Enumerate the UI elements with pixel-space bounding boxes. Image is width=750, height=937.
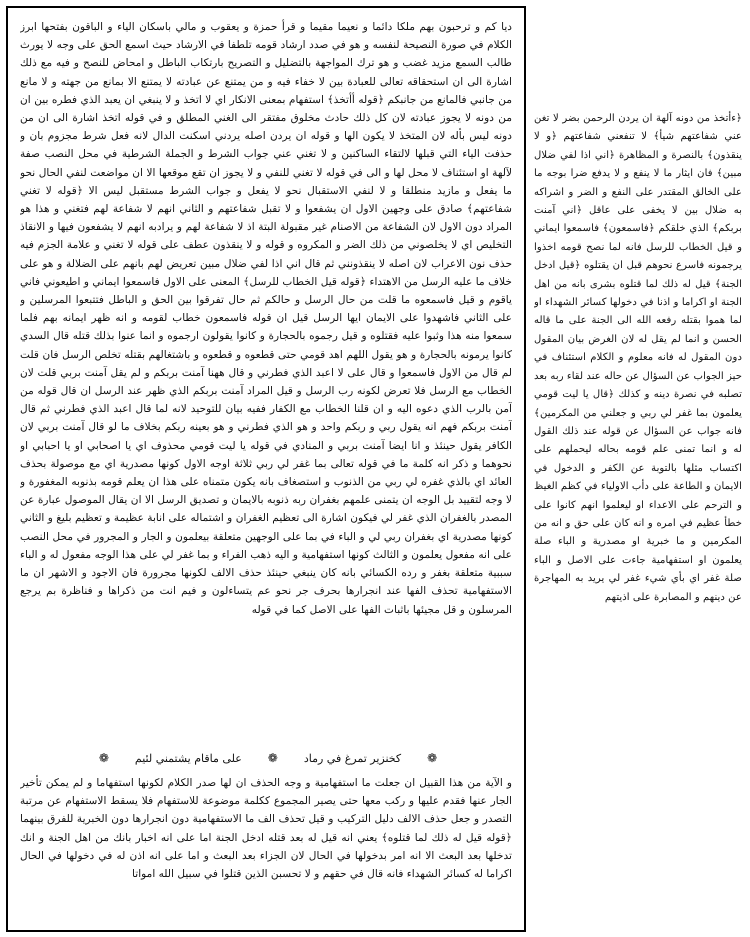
commentary-frame — [6, 6, 526, 932]
margin-gloss — [534, 110, 742, 800]
verse-ornament-icon: ❁ — [267, 751, 278, 765]
verse-ornament-icon: ❁ — [98, 751, 109, 765]
commentary-paragraph: ديا كم و ترحبون بهم ملكا دائما و نعيما مقيما و قرأ حمزة و يعقوب و مالي باسكان الياء و الباقون بفتحها ابرز الكلام في صورة النصيحة لنفسه و هو في صدد ارشاد قومه تلطفا في الارشاد حيث اسمع الحق على وجه لا يورث طالب السمع مزيد غضب و هو ترك المواجهة بالتضليل و التصريح بارتكاب الباطل و امحاض للنصح و فيه مع ذلك اشارة الى ان استحقاقه تعالى للعبادة بين لا خفاء فيه و من يمتنع عن عبادته لا يمتنع الا بمانع من جهته و لا مانع من جانبي فالمانع من جانبكم ﴿قوله أأتخذ﴾ استفهام بمعنى الانكار اي لا اتخذ و لا ينبغي ان يعبد الذي فطره بين ان من دونه لا يجوز عبادته لان كل ذلك حادث مخلوق مفتقر الى الغني المطلق و في قوله اتخذ اشارة الى ان من دونه ليس بأله لان المتخذ لا يكون الها و قوله ان يردن اصله يردني اسكنت الدال لانه فعل شرط مجزوم بان و حذفت الياء التي قبلها لالتقاء الساكنين و لا تغني عني جواب الشرط و الجملة الشرطية في محل النصب صفة لآلهة او استئناف لا محل لها و الى في قوله لا تغني للنفي و لا يجوز ان تقع موقعها الا ان مواضعت لنفي الحال نحو ما يفعل و مازيد منطلقا و لا لنفي الاستقبال نحو لا يفعل و جواب الشرط مستقبل ليس الا ﴿قوله لا تغني شفاعتهم﴾ صادق على وجهين الاول ان يشفعوا و لا تقبل شفاعتهم و الثاني انهم لا شفاعة لهم فتغني و هذا هو المراد دون الاول لان الشفاعة من الاصنام غير مقبولة البتة اذ لا شفاعة لهم و يرادبه انهم لا يشفعون فيها و الانقاذ التخليص اي لا يخلصوني من ذلك الضر و المكروه و قوله و لا ينقذون عطف على قوله لا تغني و علامة الجزم فيه حذف نون الاعراب لان اصله لا ينقذونني ثم قال اني اذا لفي ضلال مبين تعريض لهم بانهم على الضلالة و هو على خلاف ما عليه الرسل من الاهتداء ﴿قوله قيل الخطاب للرسل﴾ المعنى على الاول فاسمعوا ايماني و اطيعوني فاني ياقوم و قيل فاسمعوه ما قلت من حال الرسل و حالكم ثم حال تفرقوا بين الحق و الباطل فتتبعوا المرسلين و على الثاني فاشهدوا على الايمان ايها الرسل قيل ان قوله فاسمعون خطاب لقومه و انه ظهر ايمانه بهم فلما سمعوا منه هذا وثبوا عليه فقتلوه و قيل رجموه بالحجارة و كانوا يقولون ارجموه و انما عنوا بذلك قتله قال السدي كانوا يرمونه بالحجارة و هو يقول اللهم اهد قومي حتى قطعوه و قطعوه و باشتغالهم بقتله تخلص الرسل فان قلت لم قال من الاول فاسمعوا و قال على لا اعبد الذي فطرني و قال ههنا آمنت بربكم و لم يقل آمنت بربي قلت لان الخطاب مع الرسل فلا تعرض لكونه رب الرسل و قيل المراد آمنت بربكم الذي ظهر عند الرسل ان قال قوله من آمن بالرب الذي دعوه اليه و ان قلنا الخطاب مع الكفار ففيه بيان للتوحيد لانه لما قال اعبد الذي فطرني ثم قال آمنت بربكم فهم انه يقول ربي و ربكم واحد و هو الذي فطرني و هو بعينه ربكم بخلاف ما لو قال آمنت بربي لان الكافر يقول حينئذ و انا ايضا آمنت بربي و المنادي في قوله يا ليت قومي محذوف اي يا اصحابي او يا احبابي او نحوهما و ذكر انه كلمة ما في قوله تعالى بما غفر لي ربي ثلاثة اوجه الاول كونها مصدرية اي مع موصولة بحذف العائد اي بالذي غفره لي ربي من الذنوب و استصغاف بانه يكون متمناه على هذا ان يعلم قومه بذنوبه المغفورة و لا وجه لتقييد بل الوجه ان يتمنى علمهم بغفران ربه ذنوبه بالايمان و تصديق الرسل الا ان يقال الموصول عبارة عن المصدر بالغفران الذي غفر لي فيكون اشارة الى تعظيم الغفران و اشتماله على انابة عظيمة و تعظيم بليغ و الثاني كونها مصدرية اي بغفران ربي لي و الباء في بما على الوجهين متعلقة بيعلمون و الجار و المجرور في محل النصب على انه مفعول يعلمون و الثالث كونها استفهامية و اليه ذهب الفراء و بما غفر لي على هذا الوجه مفعول له و الباء سببية متعلقة بغفر و رده الكسائي بانه كان ينبغي حينئذ حذف الالف لكونها مجرورة فان الاجود و الاشهر ان ما الاستفهامية تحذف الفها عند انجرارها بحرف جر نحو عم يتساءلون و فيم انت من ذكراها و فناظرة بم يرجع المرسلون و قل مجيئها باثبات الفها على الاصل كما في قوله — [20, 21, 512, 616]
verse-ornament-icon: ❁ — [427, 751, 438, 765]
commentary-paragraph: و الآية من هذا القبيل ان جعلت ما استفهامية و وجه الحذف ان لها صدر الكلام لكونها استفهاما و لم يمكن تأخير الجار عنها فقدم عليها و ركب معها حتى يصير المجموع ككلمة موضوعة للاستفهام فلا يسقط الاستفهام عن مرتبة التصدر و جعل حذف الالف دليل التركيب و قيل تحذف الف ما الاستفهامية دون انجرارها دون الخبرية للفرق بينهما ﴿قوله قيل له ذلك لما قتلوه﴾ يعني انه قيل له بعد قتله ادخل الجنة اما على انه اخبار بانك من اهل الجنة و انك تدخلها بعد البعث الا انه امر بدخولها في الحال لان الجزاء بعد البعث و اما على انه اذن له في دخولها في الحال اكراما له كسائر الشهداء فانه قال في حقهم و لا تحسبن الذين قتلوا في سبيل الله امواتا — [20, 777, 512, 881]
verse-left-hemistich: على ماقام يشتمني لئيم — [134, 751, 242, 765]
margin-gloss-text: ﴿ءأتخذ من دونه آلهة ان يردن الرحمن بضر لا تغن عني شفاعتهم شيأ﴾ لا تنفعني شفاعتهم ﴿و لا ينقذون﴾ بالنصرة و المظاهرة ﴿اني اذا لفي ضلال مبين﴾ فان ايثار ما لا ينفع و لا يدفع ضرا بوجه ما على الخالق المقتدر على النفع و الضر و اشراكه به ضلال بين لا يخفى على عاقل ﴿اني آمنت بربكم﴾ الذي خلقكم ﴿فاسمعون﴾ فاسمعوا ايماني و قيل الخطاب للرسل فانه لما نصح قومه اخذوا يرجمونه فاسرع نحوهم قبل ان يقتلوه ﴿قيل ادخل الجنة﴾ قيل له ذلك لما قتلوه بشرى بانه من اهل الجنة او اكراما و اذنا في دخولها كسائر الشهداء او لما هموا بقتله رفعه الله الى الجنة على ما قاله الحسن و انما لم يقل له لان الغرض بيان المقول دون المقول له فانه معلوم و الكلام استئناف في حيز الجواب عن السؤال عن حاله عند لقاء ربه بعد تصلبه في نصرة دينه و كذلك ﴿قال يا ليت قومي يعلمون بما غفر لي ربي و جعلني من المكرمين﴾ فانه جواب عن السؤال عن قوله عند ذلك القول له و انما تمنى علم قومه بحاله ليحملهم على اكتساب مثلها بالتوبة عن الكفر و الدخول في الايمان و الطاعة على دأب الاولياء في كظم الغيظ و الترحم على الاعداء او ليعلموا انهم كانوا على خطأ عظيم في امره و انه كان على حق و انه من المكرمين و ما خبرية او مصدرية و الباء صلة يعلمون او استفهامية جاءت على الاصل و الباء صلة غفر اي بأي شيء غفر لي يريد به المهاجرة عن دينهم و المصابرة على اذيتهم — [534, 113, 742, 603]
commentary-body — [20, 18, 512, 740]
poetry-verse — [28, 746, 508, 770]
verse-right-hemistich: كخنزير تمرغ في رماد — [303, 751, 402, 765]
commentary-body-continued — [20, 774, 512, 932]
